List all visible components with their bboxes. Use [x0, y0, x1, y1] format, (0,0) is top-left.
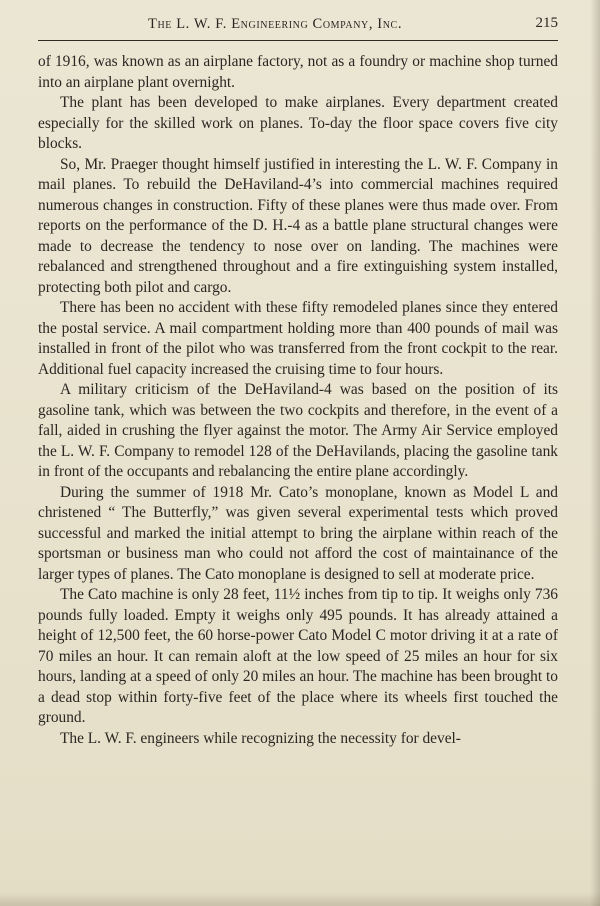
page-number: 215 [535, 15, 558, 31]
header-rule [38, 40, 558, 41]
paragraph-5: A military criticism of the DeHaviland-4 was based on the position of its gasoline tank, which was between the two cockpits and therefore, in the event of a fall, aided in crushing the flyer against the motor. The Army Air Service employed the L. W. F. Company to remodel 128 of the DeHavilands, placing the gasoline tank in front of the occupants and rebalancing the entire plane accordingly. [38, 381, 558, 480]
page-bottom-shadow [0, 892, 600, 906]
paragraph-3: So, Mr. Praeger thought himself justified in interesting the L. W. F. Company in mail planes. To rebuild the DeHaviland-4’s into commercial machines required numerous changes in construction. Fifty of these planes were thus made over. From reports on the performance of the D. H.-4 as a battle plane structural changes were made to decrease the tendency to nose over on landing. The machines were rebalanced and strengthened throughout and a fire extinguishing system installed, protecting both pilot and cargo. [38, 155, 558, 296]
paragraph-8: The L. W. F. engineers while recognizing the necessity for devel- [60, 729, 461, 747]
running-head [38, 14, 558, 36]
paragraph-6: During the summer of 1918 Mr. Cato’s monoplane, known as Model L and christened “ The Butterfly,” was given several experimental tests which proved successful and marked the initial attempt to bring the airplane within reach of the sportsman or business man who could not afford the cost of maintainance of the larger types of planes. The Cato monoplane is designed to sell at moderate price. [38, 483, 558, 583]
paragraph-7: The Cato machine is only 28 feet, 11½ inches from tip to tip. It weighs only 736 pounds fully loaded. Empty it weighs only 495 pounds. It has already attained a height of 12,500 feet, the 60 horse-power Cato Model C motor driving it at a rate of 70 miles an hour. It can remain aloft at the low speed of 25 miles an hour for six hours, landing at a speed of only 20 miles an hour. The machine has been brought to a dead stop within forty-five feet of the place where its wheels first touched the ground. [38, 586, 558, 726]
running-title: The L. W. F. Engineering Company, Inc. [148, 16, 403, 32]
paragraph-4: There has been no accident with these fifty remodeled planes since they entered the postal service. A mail compartment holding more than 400 pounds of mail was installed in front of the pilot who was transferred from the front cockpit to the rear. Additional fuel capacity increased the cruising time to four hours. [38, 299, 558, 378]
paragraph-1: of 1916, was known as an airplane factory, not as a foundry or machine shop turned into an airplane plant overnight. [38, 53, 558, 91]
body-text [38, 52, 558, 749]
paragraph-2: The plant has been developed to make airplanes. Every department created especially for the skilled work on planes. To-day the floor space covers five city blocks. [38, 94, 558, 152]
page-edge-shadow [590, 0, 600, 906]
